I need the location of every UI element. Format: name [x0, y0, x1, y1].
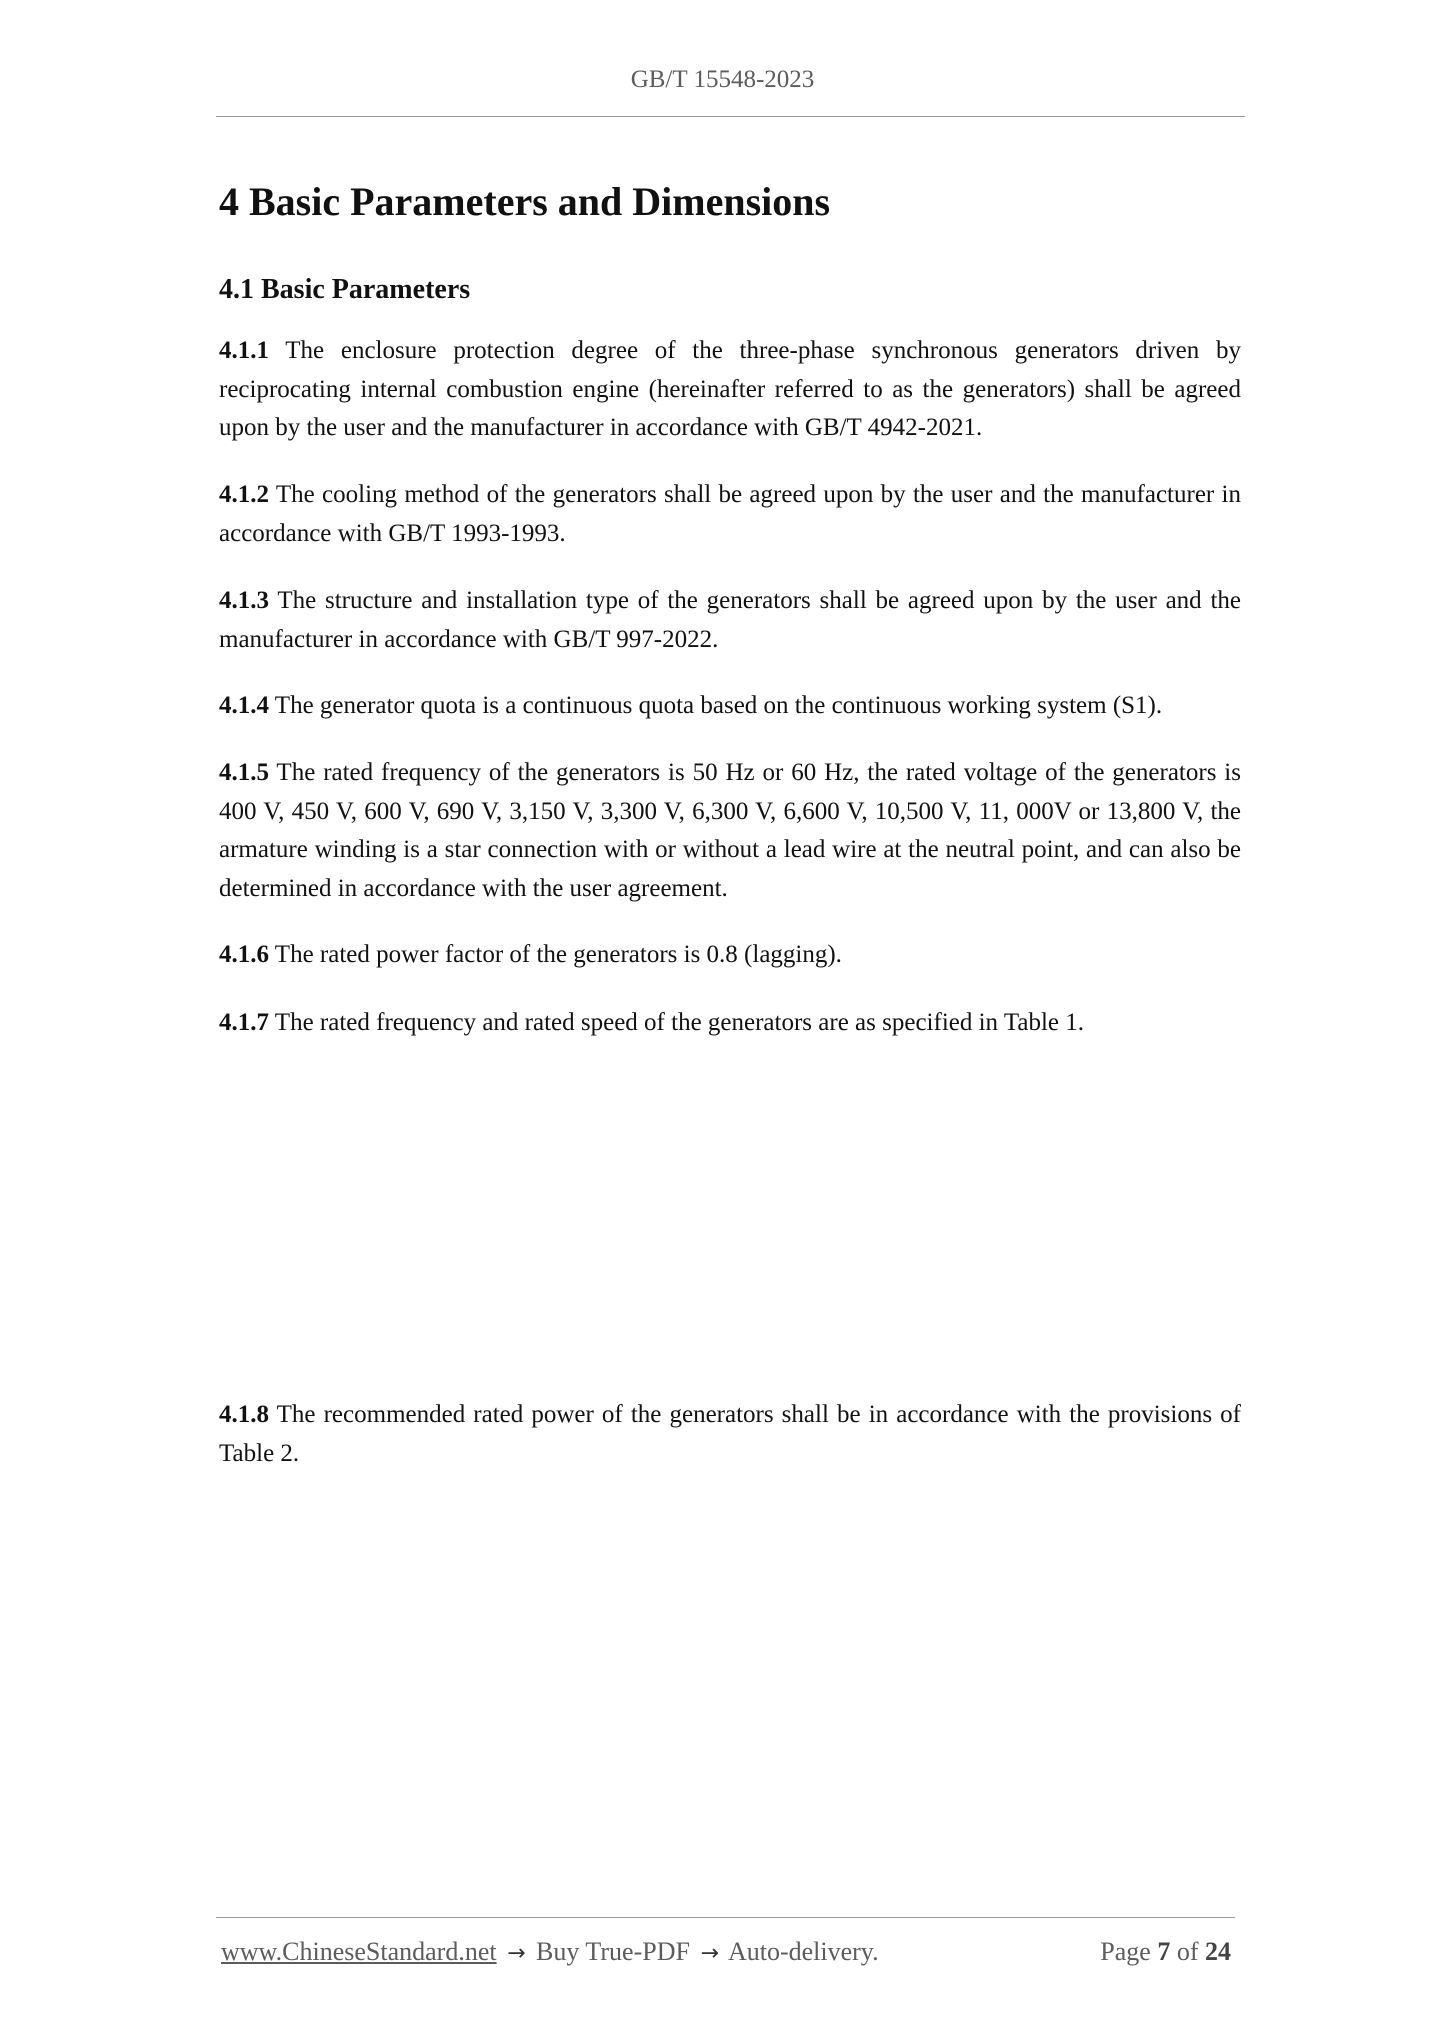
footer-divider — [216, 1917, 1235, 1918]
paragraph-number: 4.1.6 — [219, 941, 269, 968]
paragraph-text: The rated frequency of the generators is 50 Hz or 60 Hz, the rated voltage of the generators is 400 V, 450 V, 600 V, 690 V, 3,150 V, 3,300 V, 6,300 V, 6,600 V, 10,500 V, 11, 000V or 13,800 V, the armature winding is a star connection with or without a lead wire at the neutral point, and can also be determined in accordance with the user agreement. — [219, 759, 1241, 902]
section-title: 4 Basic Parameters and Dimensions — [219, 179, 831, 224]
subsection-title: 4.1 Basic Parameters — [219, 274, 471, 305]
paragraph-4-1-3 — [219, 582, 1241, 659]
paragraph-4-1-2 — [219, 476, 1241, 553]
paragraph-text: The cooling method of the generators shall be agreed upon by the user and the manufacturer in accordance with GB/T 1993-1993. — [219, 481, 1241, 547]
arrow-right-icon: → — [507, 1941, 526, 1966]
page-of-label: of — [1176, 1937, 1199, 1966]
site-link[interactable]: www.ChineseStandard.net — [221, 1937, 497, 1966]
paragraph-4-1-6 — [219, 936, 1241, 975]
paragraph-4-1-4 — [219, 687, 1241, 726]
paragraph-4-1-7 — [219, 1004, 1241, 1043]
paragraph-text: The recommended rated power of the generators shall be in accordance with the provisions of Table 2. — [219, 1401, 1241, 1467]
footer-promo — [221, 1937, 879, 1967]
page-label: Page — [1100, 1937, 1151, 1966]
paragraph-number: 4.1.5 — [219, 759, 269, 786]
page-total: 24 — [1205, 1937, 1231, 1966]
paragraph-4-1-5 — [219, 754, 1241, 908]
buy-true-pdf-text: Buy True-PDF — [536, 1937, 690, 1966]
page-current: 7 — [1157, 1937, 1171, 1966]
arrow-right-icon: → — [700, 1941, 719, 1966]
paragraph-text: The structure and installation type of the generators shall be agreed upon by the user and the manufacturer in accordance with GB/T 997-2022. — [219, 587, 1241, 653]
page-indicator — [1100, 1937, 1231, 1967]
paragraph-number: 4.1.7 — [219, 1009, 269, 1036]
paragraph-text: The rated frequency and rated speed of the generators are as specified in Table 1. — [269, 1009, 1085, 1036]
paragraph-number: 4.1.4 — [219, 692, 269, 719]
paragraph-number: 4.1.3 — [219, 587, 269, 614]
paragraph-text: The enclosure protection degree of the three-phase synchronous generators driven by reciprocating internal combustion engine (hereinafter referred to as the generators) shall be agreed upon by the user and the manufacturer in accordance with GB/T 4942-2021. — [219, 337, 1241, 441]
paragraph-number: 4.1.1 — [219, 337, 269, 364]
header-doc-id: GB/T 15548-2023 — [630, 66, 815, 93]
header-divider — [216, 116, 1245, 117]
auto-delivery-text: Auto-delivery. — [727, 1937, 879, 1966]
page-content — [219, 174, 1241, 1467]
paragraph-number: 4.1.2 — [219, 481, 269, 508]
paragraph-4-1-1 — [219, 332, 1241, 448]
paragraph-text: The rated power factor of the generators is 0.8 (lagging). — [269, 941, 842, 968]
paragraph-text: The generator quota is a continuous quota based on the continuous working system (S1). — [269, 692, 1163, 719]
paragraph-4-1-8 — [219, 1396, 1241, 1473]
paragraph-number: 4.1.8 — [219, 1401, 269, 1428]
